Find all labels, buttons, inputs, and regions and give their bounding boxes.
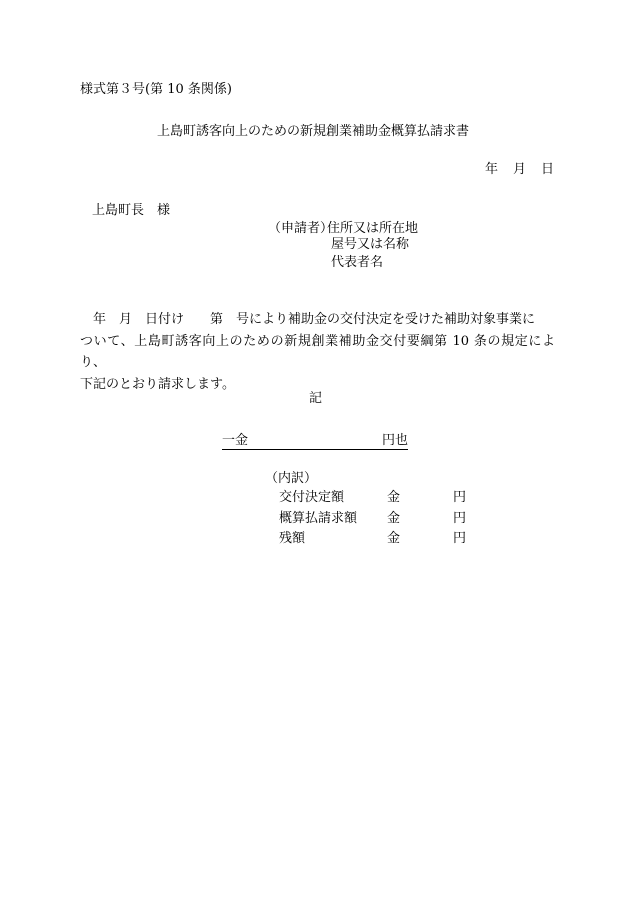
breakdown-label: 残額 (279, 531, 306, 546)
date-day: 日 (541, 162, 555, 177)
breakdown-kin: 金 (387, 511, 401, 526)
date-month: 月 (513, 162, 527, 177)
date-year: 年 (485, 162, 499, 177)
breakdown-yen: 円 (453, 531, 467, 546)
amount-prefix: 一金 (222, 433, 249, 448)
document-title: 上島町誘客向上のための新規創業補助金概算払請求書 (157, 124, 470, 139)
addressee: 上島町長 様 (92, 203, 171, 218)
body-line-3: 下記のとおり請求します。 (80, 376, 235, 392)
applicant-representative: 代表者名 (331, 255, 384, 270)
amount-suffix: 円也 (381, 433, 408, 448)
breakdown-kin: 金 (387, 531, 401, 546)
body-line-2: ついて、上島町誘客向上のための新規創業補助金交付要綱第 10 条の規定により、 (80, 333, 555, 370)
breakdown-kin: 金 (387, 490, 401, 505)
ki-heading: 記 (309, 391, 323, 406)
form-number: 様式第３号(第 10 条関係) (80, 82, 232, 97)
applicant-name: 屋号又は名称 (331, 237, 410, 252)
applicant-address: 住所又は所在地 (327, 221, 419, 236)
breakdown-yen: 円 (453, 490, 467, 505)
applicant-label: （申請者） (268, 221, 334, 236)
request-body (80, 309, 555, 395)
breakdown-row (279, 510, 466, 528)
breakdown-title: （内訳） (265, 471, 318, 486)
body-line-1: 年 月 日付け 第 号により補助金の交付決定を受けた補助対象事業に (80, 312, 536, 327)
breakdown-yen: 円 (453, 511, 467, 526)
breakdown-label: 交付決定額 (279, 490, 345, 505)
date-line (485, 161, 554, 179)
amount-line (222, 432, 408, 450)
breakdown-label: 概算払請求額 (279, 511, 358, 526)
breakdown-row (279, 489, 466, 507)
breakdown-row (279, 530, 466, 548)
